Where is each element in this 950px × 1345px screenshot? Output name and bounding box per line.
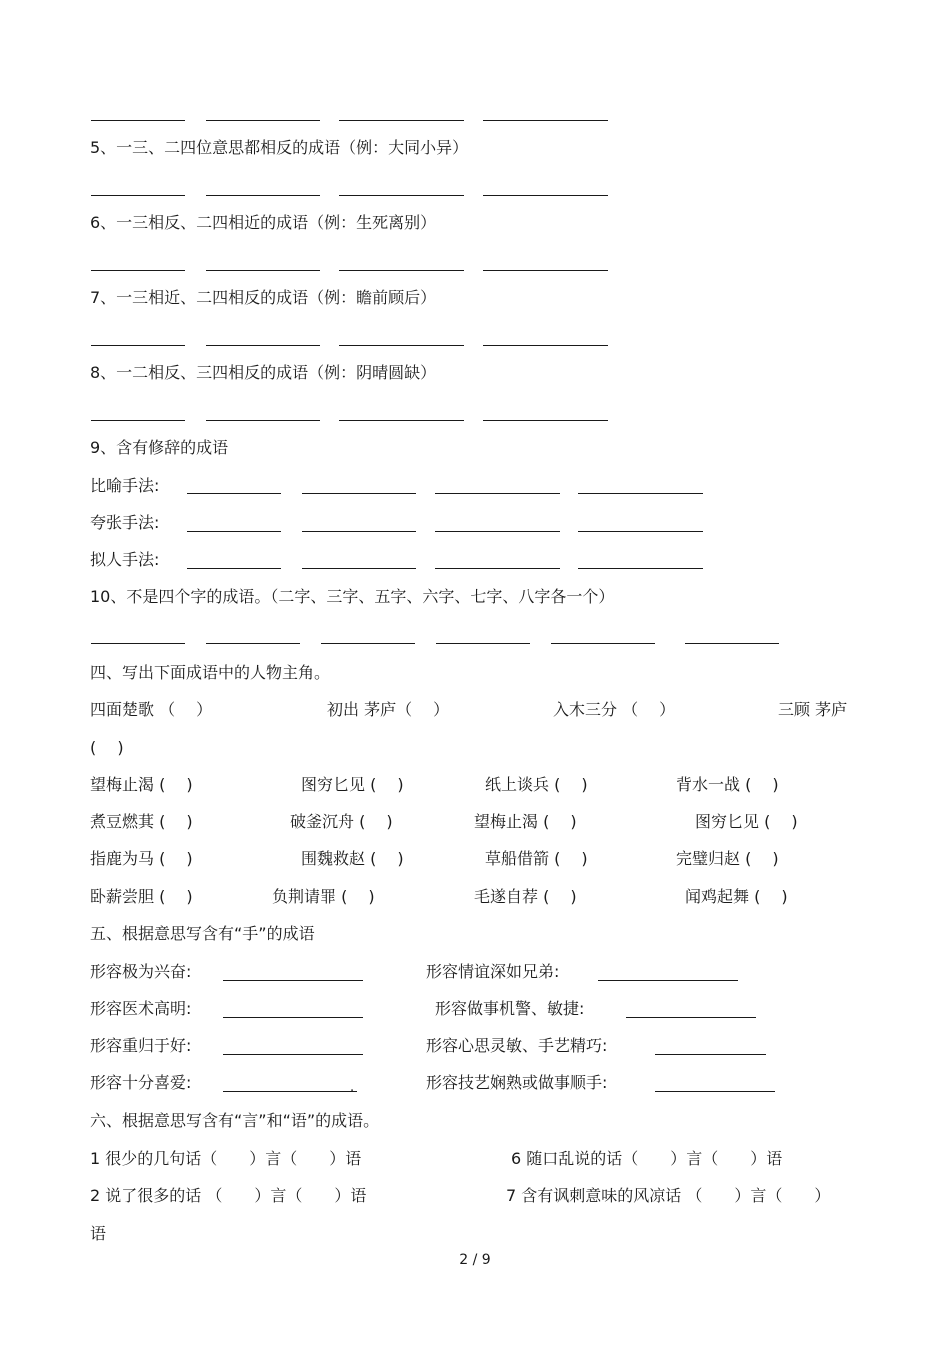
answer-blank[interactable] bbox=[578, 568, 703, 569]
section-4-title: 四、写出下面成语中的人物主角。 bbox=[90, 663, 331, 682]
question-10: 10、不是四个字的成语。（二字、三字、五字、六字、七字、八字各一个） bbox=[90, 587, 615, 606]
answer-blank[interactable] bbox=[302, 568, 416, 569]
answer-blank[interactable] bbox=[339, 420, 464, 421]
answer-blank[interactable] bbox=[206, 195, 320, 196]
section-6-title: 六、根据意思写含有“言”和“语”的成语。 bbox=[90, 1111, 380, 1130]
meaning-label: 形容技艺娴熟或做事顺手: bbox=[426, 1073, 608, 1092]
answer-blank[interactable] bbox=[483, 420, 608, 421]
idiom-item: 入木三分 （ ） bbox=[553, 700, 676, 719]
answer-blank[interactable] bbox=[91, 120, 185, 121]
idiom-item: 三顾 茅庐 bbox=[778, 700, 848, 719]
question-5: 5、一三、二四位意思都相反的成语（例：大同小异） bbox=[90, 138, 469, 157]
answer-blank[interactable] bbox=[626, 1017, 756, 1018]
answer-blank[interactable] bbox=[187, 568, 281, 569]
answer-blank[interactable] bbox=[655, 1091, 775, 1092]
question-8: 8、一二相反、三四相反的成语（例：阴晴圆缺） bbox=[90, 363, 437, 382]
section-5-title: 五、根据意思写含有“手”的成语 bbox=[90, 924, 315, 943]
idiom-item: 纸上谈兵 ( ) bbox=[485, 775, 588, 794]
idiom-item: 图穷匕见 ( ) bbox=[301, 775, 404, 794]
rhetoric-label-hyperbole: 夸张手法: bbox=[90, 513, 160, 532]
answer-blank[interactable] bbox=[206, 420, 320, 421]
answer-blank[interactable] bbox=[206, 345, 320, 346]
meaning-label: 形容十分喜爱: bbox=[90, 1073, 192, 1092]
answer-blank[interactable] bbox=[339, 345, 464, 346]
answer-blank[interactable] bbox=[435, 568, 560, 569]
answer-blank[interactable] bbox=[223, 1054, 363, 1055]
answer-blank[interactable] bbox=[435, 531, 560, 532]
answer-blank[interactable] bbox=[302, 493, 416, 494]
idiom-item: 草船借箭 ( ) bbox=[485, 849, 588, 868]
answer-blank[interactable] bbox=[483, 270, 608, 271]
question-9: 9、含有修辞的成语 bbox=[90, 438, 229, 457]
answer-blank[interactable] bbox=[91, 270, 185, 271]
answer-blank[interactable] bbox=[339, 195, 464, 196]
idiom-item: 煮豆燃萁 ( ) bbox=[90, 812, 193, 831]
answer-blank[interactable] bbox=[187, 493, 281, 494]
idiom-item: 四面楚歌 （ ） bbox=[90, 700, 213, 719]
answer-blank[interactable] bbox=[206, 120, 320, 121]
meaning-label: 形容做事机警、敏捷: bbox=[435, 999, 585, 1018]
answer-blank[interactable] bbox=[187, 531, 281, 532]
page-number: 2 / 9 bbox=[459, 1252, 491, 1268]
answer-blank[interactable] bbox=[91, 195, 185, 196]
answer-blank[interactable] bbox=[483, 120, 608, 121]
answer-blank[interactable] bbox=[578, 493, 703, 494]
answer-blank[interactable] bbox=[91, 345, 185, 346]
answer-blank[interactable] bbox=[655, 1054, 766, 1055]
meaning-label: 形容医术高明: bbox=[90, 999, 192, 1018]
answer-blank[interactable] bbox=[578, 531, 703, 532]
idiom-item-continued: ( ) bbox=[90, 738, 124, 757]
answer-blank[interactable] bbox=[436, 643, 530, 644]
idiom-item: 完璧归赵 ( ) bbox=[676, 849, 779, 868]
meaning-label: 形容极为兴奋: bbox=[90, 962, 192, 981]
yan-yu-item-6: 6 随口乱说的话（ ）言（ ）语 bbox=[511, 1149, 783, 1168]
idiom-item: 围魏救赵 ( ) bbox=[301, 849, 404, 868]
answer-blank[interactable] bbox=[483, 345, 608, 346]
meaning-label: 形容心思灵敏、手艺精巧: bbox=[426, 1036, 608, 1055]
answer-blank-mark: . bbox=[350, 1080, 355, 1095]
meaning-label: 形容重归于好: bbox=[90, 1036, 192, 1055]
idiom-item: 背水一战 ( ) bbox=[676, 775, 779, 794]
answer-blank[interactable] bbox=[91, 420, 185, 421]
idiom-item: 负荆请罪 ( ) bbox=[272, 887, 375, 906]
answer-blank[interactable] bbox=[91, 643, 185, 644]
answer-blank[interactable] bbox=[206, 643, 300, 644]
answer-blank[interactable] bbox=[223, 1017, 363, 1018]
yan-yu-item-1: 1 很少的几句话（ ）言（ ）语 bbox=[90, 1149, 362, 1168]
yan-yu-item-7-continued: 语 bbox=[90, 1224, 107, 1243]
rhetoric-label-metaphor: 比喻手法: bbox=[90, 476, 160, 495]
yan-yu-item-7: 7 含有讽刺意味的风凉话 （ ）言（ ） bbox=[506, 1186, 831, 1205]
answer-blank[interactable] bbox=[223, 1091, 357, 1092]
meaning-label: 形容情谊深如兄弟: bbox=[426, 962, 560, 981]
question-6: 6、一三相反、二四相近的成语（例：生死离别） bbox=[90, 213, 437, 232]
answer-blank[interactable] bbox=[223, 980, 363, 981]
rhetoric-label-personification: 拟人手法: bbox=[90, 550, 160, 569]
idiom-item: 指鹿为马 ( ) bbox=[90, 849, 193, 868]
yan-yu-item-2: 2 说了很多的话 （ ）言（ ）语 bbox=[90, 1186, 367, 1205]
answer-blank[interactable] bbox=[685, 643, 779, 644]
idiom-item: 望梅止渴 ( ) bbox=[474, 812, 577, 831]
answer-blank[interactable] bbox=[339, 270, 464, 271]
idiom-item: 望梅止渴 ( ) bbox=[90, 775, 193, 794]
idiom-item: 卧薪尝胆 ( ) bbox=[90, 887, 193, 906]
idiom-item: 毛遂自荐 ( ) bbox=[474, 887, 577, 906]
question-7: 7、一三相近、二四相反的成语（例：瞻前顾后） bbox=[90, 288, 437, 307]
idiom-item: 破釜沉舟 ( ) bbox=[290, 812, 393, 831]
answer-blank[interactable] bbox=[551, 643, 655, 644]
answer-blank[interactable] bbox=[302, 531, 416, 532]
answer-blank[interactable] bbox=[339, 120, 464, 121]
answer-blank[interactable] bbox=[435, 493, 560, 494]
idiom-item: 初出 茅庐（ ） bbox=[327, 700, 450, 719]
answer-blank[interactable] bbox=[321, 643, 415, 644]
idiom-item: 图穷匕见 ( ) bbox=[695, 812, 798, 831]
answer-blank[interactable] bbox=[483, 195, 608, 196]
answer-blank[interactable] bbox=[598, 980, 738, 981]
answer-blank[interactable] bbox=[206, 270, 320, 271]
idiom-item: 闻鸡起舞 ( ) bbox=[685, 887, 788, 906]
